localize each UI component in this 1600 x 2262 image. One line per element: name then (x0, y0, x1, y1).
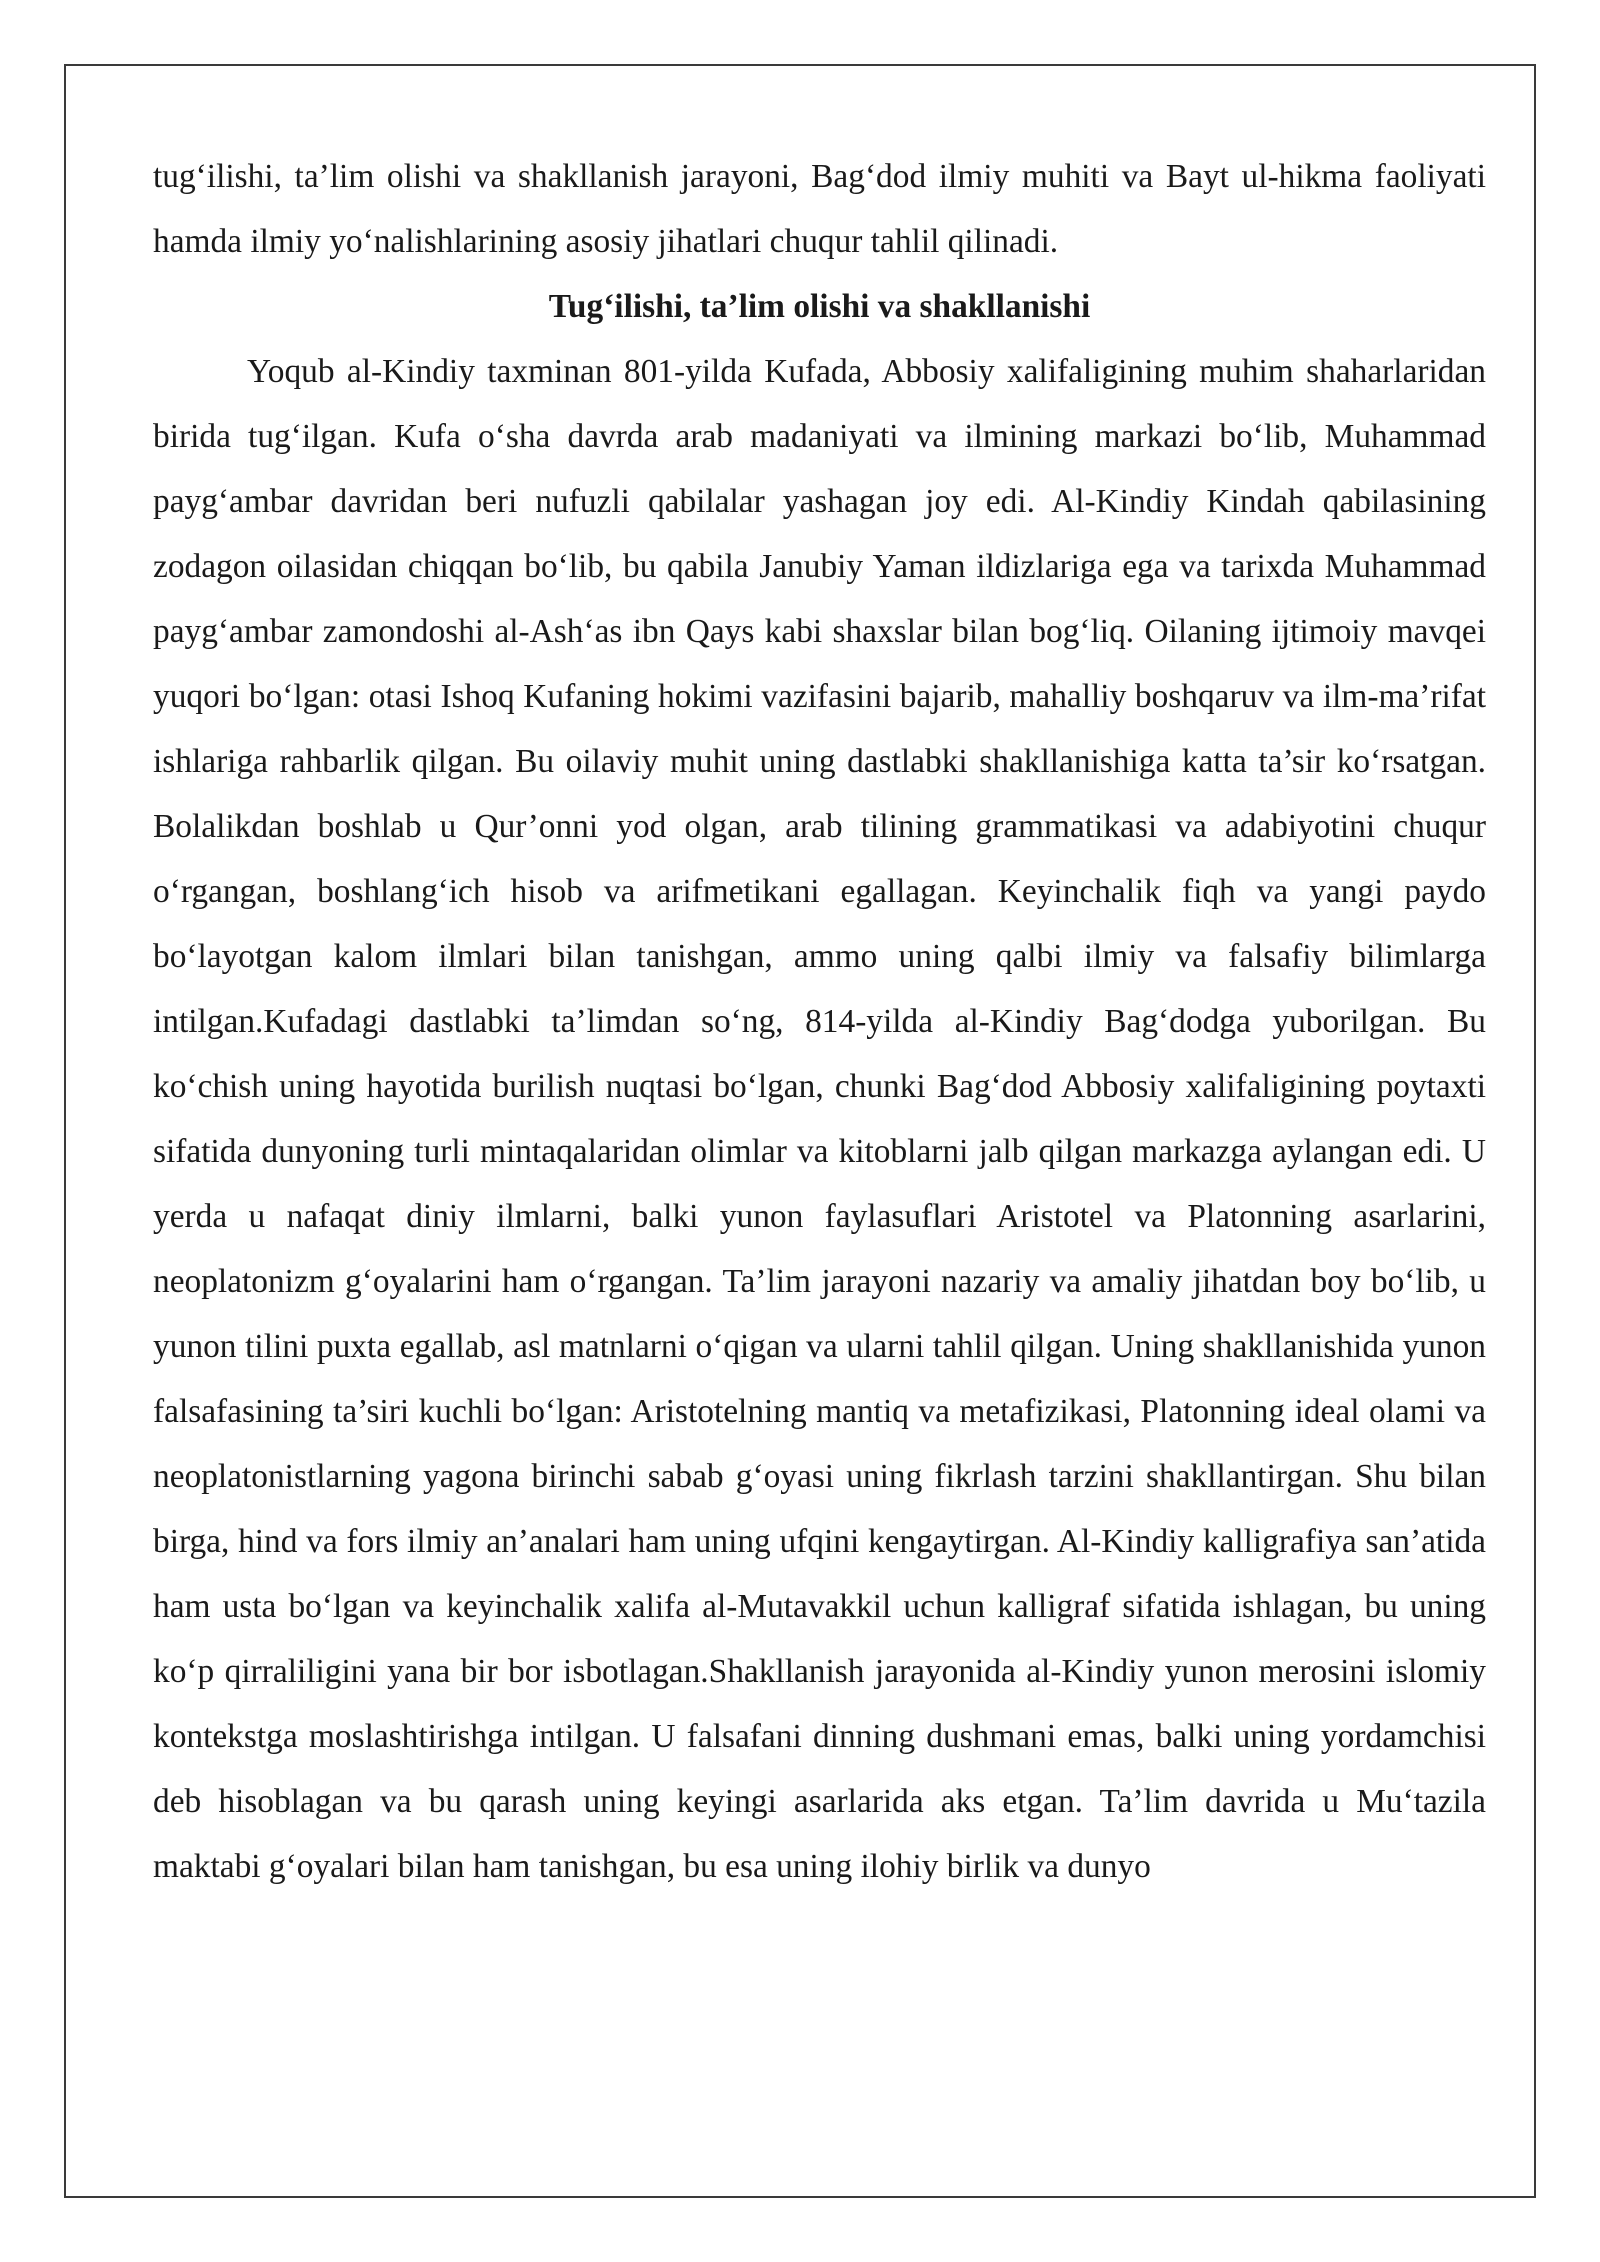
document-text (153, 144, 1486, 1899)
intro-paragraph: tug‘ilishi, ta’lim olishi va shakllanish jarayoni, Bag‘dod ilmiy muhiti va Bayt ul-hikma faoliyati hamda ilmiy yo‘nalishlarining asosiy jihatlari chuqur tahlil qilinadi. (153, 158, 1486, 260)
section-heading: Tug‘ilishi, ta’lim olishi va shakllanishi (548, 288, 1091, 325)
body-paragraph: Yoqub al-Kindiy taxminan 801-yilda Kufada, Abbosiy xalifaligining muhim shaharlaridan birida tug‘ilgan. Kufa o‘sha davrda arab madaniyati va ilmining markazi bo‘lib, Muhammad payg‘ambar davridan beri nufuzli qabilalar yashagan joy edi. Al-Kindiy Kindah qabilasining zodagon oilasidan chiqqan bo‘lib, bu qabila Janubiy Yaman ildizlariga ega va tarixda Muhammad payg‘ambar zamondoshi al-Ash‘as ibn Qays kabi shaxslar bilan bog‘liq. Oilaning ijtimoiy mavqei yuqori bo‘lgan: otasi Ishoq Kufaning hokimi vazifasini bajarib, mahalliy boshqaruv va ilm-ma’rifat ishlariga rahbarlik qilgan. Bu oilaviy muhit uning dastlabki shakllanishiga katta ta’sir ko‘rsatgan. Bolalikdan boshlab u Qur’onni yod olgan, arab tilining grammatikasi va adabiyotini chuqur o‘rgangan, boshlang‘ich hisob va arifmetikani egallagan. Keyinchalik fiqh va yangi paydo bo‘layotgan kalom ilmlari bilan tanishgan, ammo uning qalbi ilmiy va falsafiy bilimlarga intilgan.Kufadagi dastlabki ta’limdan so‘ng, 814-yilda al-Kindiy Bag‘dodga yuborilgan. Bu ko‘chish uning hayotida burilish nuqtasi bo‘lgan, chunki Bag‘dod Abbosiy xalifaligining poytaxti sifatida dunyoning turli mintaqalaridan olimlar va kitoblarni jalb qilgan markazga aylangan edi. U yerda u nafaqat diniy ilmlarni, balki yunon faylasuflari Aristotel va Platonning asarlarini, neoplatonizm g‘oyalarini ham o‘rgangan. Ta’lim jarayoni nazariy va amaliy jihatdan boy bo‘lib, u yunon tilini puxta egallab, asl matnlarni o‘qigan va ularni tahlil qilgan. Uning shakllanishida yunon falsafasining ta’siri kuchli bo‘lgan: Aristotelning mantiq va metafizikasi, Platonning ideal olami va neoplatonistlarning yagona birinchi sabab g‘oyasi uning fikrlash tarzini shakllantirgan. Shu bilan birga, hind va fors ilmiy an’analari ham uning ufqini kengaytirgan. Al-Kindiy kalligrafiya san’atida ham usta bo‘lgan va keyinchalik xalifa al-Mutavakkil uchun kalligraf sifatida ishlagan, bu uning ko‘p qirraliligini yana bir bor isbotlagan.Shakllanish jarayonida al-Kindiy yunon merosini islomiy kontekstga moslashtirishga intilgan. U falsafani dinning dushmani emas, balki uning yordamchisi deb hisoblagan va bu qarash uning keyingi asarlarida aks etgan. Ta’lim davrida u Mu‘tazila maktabi g‘oyalari bilan ham tanishgan, bu esa uning ilohiy birlik va dunyo (153, 353, 1486, 1885)
